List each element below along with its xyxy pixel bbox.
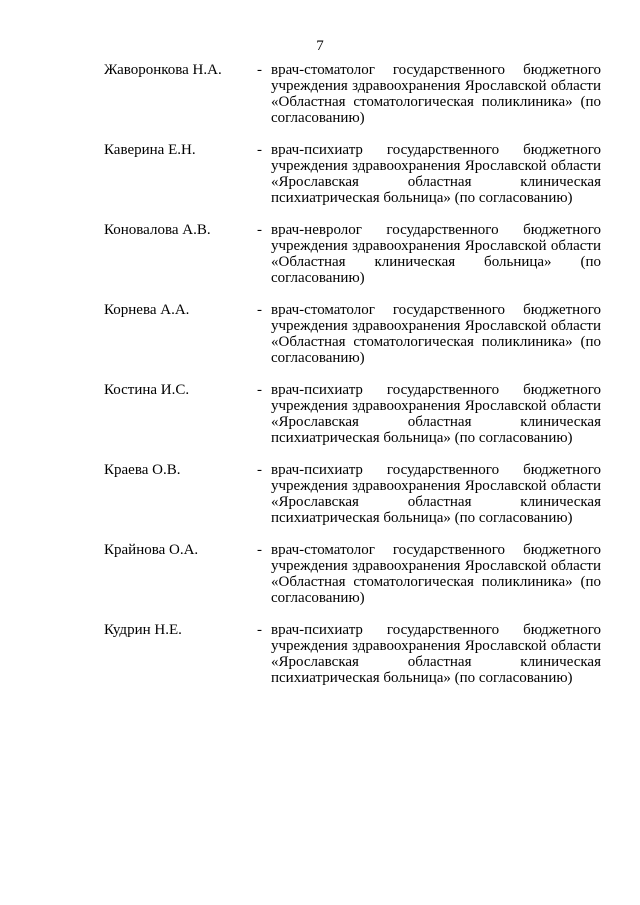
member-position: врач-стоматолог государственного бюджетного учреждения здравоохранения Ярославской области «Областная стоматологическая поликлиника» (по согласованию)	[271, 542, 601, 606]
member-name: Костина И.С.	[104, 382, 190, 398]
separator-dash: -	[257, 62, 262, 78]
member-position: врач-невролог государственного бюджетного учреждения здравоохранения Ярославской области «Областная клиническая больница» (по согласованию)	[271, 222, 601, 286]
member-name: Корнева А.А.	[104, 302, 190, 318]
list-item	[0, 222, 640, 302]
list-item	[0, 382, 640, 462]
separator-dash: -	[257, 382, 262, 398]
member-name: Крайнова О.А.	[104, 542, 199, 558]
member-name: Жаворонкова Н.А.	[104, 62, 222, 78]
member-name: Кудрин Н.Е.	[104, 622, 182, 638]
separator-dash: -	[257, 462, 262, 478]
member-position: врач-стоматолог государственного бюджетного учреждения здравоохранения Ярославской области «Областная стоматологическая поликлиника» (по согласованию)	[271, 62, 601, 126]
list-item	[0, 622, 640, 702]
member-name: Каверина Е.Н.	[104, 142, 196, 158]
list-item	[0, 302, 640, 382]
list-item	[0, 62, 640, 142]
list-item	[0, 142, 640, 222]
list-item	[0, 462, 640, 542]
separator-dash: -	[257, 142, 262, 158]
member-name: Коновалова А.В.	[104, 222, 211, 238]
separator-dash: -	[257, 542, 262, 558]
separator-dash: -	[257, 622, 262, 638]
member-position: врач-психиатр государственного бюджетного учреждения здравоохранения Ярославской области «Ярославская областная клиническая психиатрическая больница» (по согласованию)	[271, 142, 601, 206]
member-position: врач-психиатр государственного бюджетного учреждения здравоохранения Ярославской области «Ярославская областная клиническая психиатрическая больница» (по согласованию)	[271, 462, 601, 526]
page-number: 7	[316, 38, 324, 54]
member-position: врач-стоматолог государственного бюджетного учреждения здравоохранения Ярославской области «Областная стоматологическая поликлиника» (по согласованию)	[271, 302, 601, 366]
list-item	[0, 542, 640, 622]
separator-dash: -	[257, 302, 262, 318]
member-position: врач-психиатр государственного бюджетного учреждения здравоохранения Ярославской области «Ярославская областная клиническая психиатрическая больница» (по согласованию)	[271, 382, 601, 446]
member-list	[0, 62, 640, 702]
separator-dash: -	[257, 222, 262, 238]
member-name: Краева О.В.	[104, 462, 181, 478]
member-position: врач-психиатр государственного бюджетного учреждения здравоохранения Ярославской области «Ярославская областная клиническая психиатрическая больница» (по согласованию)	[271, 622, 601, 686]
